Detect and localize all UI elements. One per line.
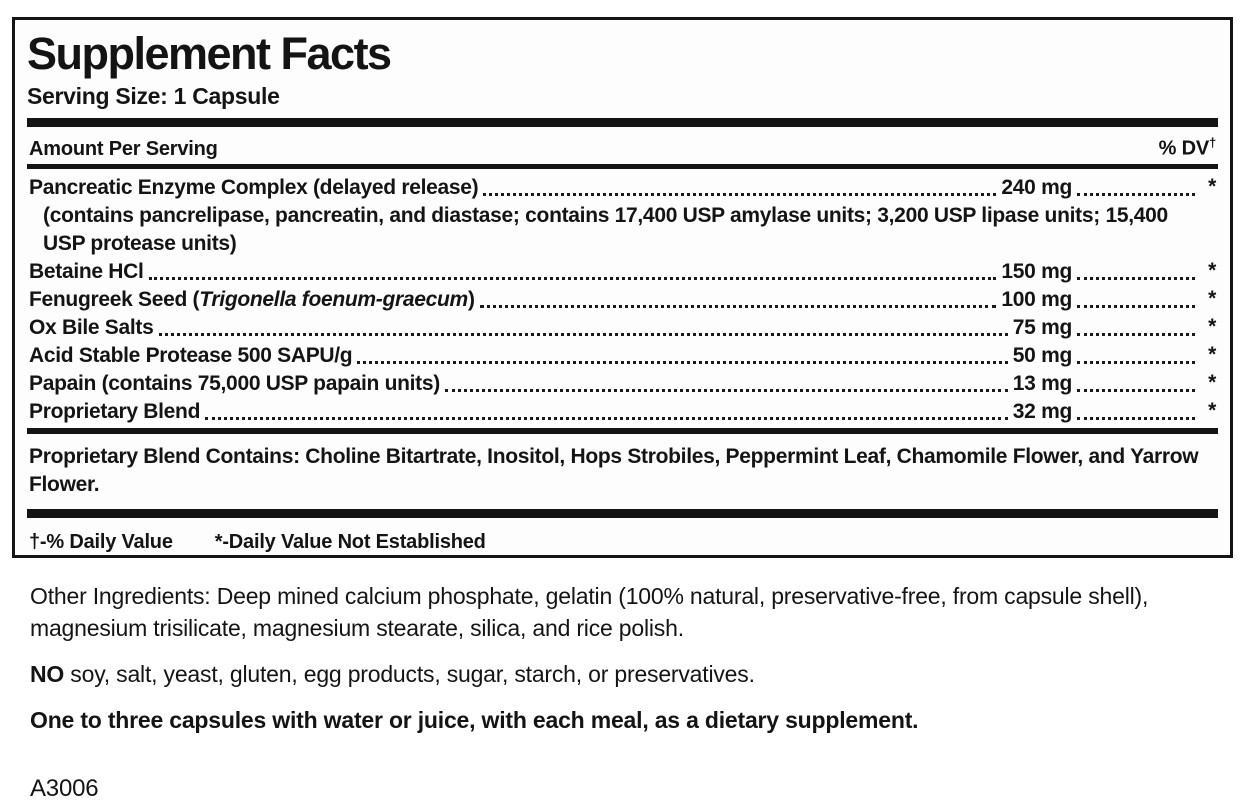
table-row [29,370,1216,398]
dot-leader [1077,361,1195,364]
table-row [29,174,1216,202]
ingredient-amount: 50 mg [1012,343,1072,367]
dv-header: % DV† [1158,135,1216,160]
rule-above-footnotes [27,509,1218,518]
ingredient-name: Proprietary Blend [29,399,201,423]
serving-size: Serving Size: 1 Capsule [27,83,280,109]
latin-name: Trigonella foenum-graecum [199,287,468,311]
ingredient-name: Ox Bile Salts [29,315,154,339]
ingredient-amount: 150 mg [1001,259,1072,283]
ingredient-amount: 100 mg [1001,287,1072,311]
dot-leader [480,305,997,308]
table-row [29,314,1216,342]
dot-leader [1077,305,1195,308]
ingredient-amount: 13 mg [1012,371,1072,395]
column-header-row [27,127,1218,164]
ingredient-dv: * [1208,314,1216,338]
ingredient-rows [27,169,1218,428]
footnotes [27,518,1218,555]
ingredient-name: Betaine HCl [29,259,144,283]
ingredient-name: Pancreatic Enzyme Complex (delayed release) [29,175,479,199]
table-row [29,258,1216,286]
ingredient-amount: 75 mg [1012,315,1072,339]
dot-leader [149,277,997,280]
ingredient-dv: * [1208,398,1216,422]
ingredient-note: (contains pancrelipase, pancreatin, and diastase; contains 17,400 USP amylase units; 3,200 USP lipase units; 15,400 USP protease units) [43,203,1168,255]
rule-thick-top [27,118,1218,127]
product-code: A3006 [30,775,99,800]
table-row [29,342,1216,370]
table-row [29,286,1216,314]
allergen-no: NO [30,661,65,687]
dot-leader [1077,417,1195,420]
table-row [29,398,1216,426]
footnote-dv-not-established: *-Daily Value Not Established [214,530,486,553]
footnote-daily-value: †-% Daily Value [29,530,173,553]
supplement-facts-panel [12,17,1233,558]
dot-leader [1077,333,1195,336]
ingredient-name: Papain (contains 75,000 USP papain units) [29,371,440,395]
ingredient-name: Fenugreek Seed (Trigonella foenum-graecum) [29,287,475,311]
below-panel-text [30,580,1215,800]
dot-leader [1077,277,1195,280]
dv-header-dagger: † [1208,135,1216,150]
amount-per-serving-header: Amount Per Serving [29,137,218,160]
dot-leader [1077,193,1195,196]
other-ingredients: Other Ingredients: Deep mined calcium phosphate, gelatin (100% natural, preservative-free, from capsule shell), magnesium trisilicate, magnesium stearate, silica, and rice polish. [30,583,1149,641]
dot-leader [357,361,1007,364]
ingredient-dv: * [1208,258,1216,282]
dot-leader [159,333,1008,336]
ingredient-dv: * [1208,286,1216,310]
ingredient-dv: * [1208,174,1216,198]
panel-title: Supplement Facts [27,28,391,79]
dot-leader [205,417,1008,420]
ingredient-amount: 32 mg [1012,399,1072,423]
dot-leader [445,389,1008,392]
dot-leader [483,193,996,196]
ingredient-name: Acid Stable Protease 500 SAPU/g [29,343,353,367]
ingredient-dv: * [1208,342,1216,366]
proprietary-blend-note: Proprietary Blend Contains: Choline Bitartrate, Inositol, Hops Strobiles, Peppermint Leaf, Chamomile Flower, and Yarrow Flower. [29,444,1199,496]
directions: One to three capsules with water or juice, with each meal, as a dietary supplement. [30,707,919,733]
allergen-statement: NO soy, salt, yeast, gluten, egg products, sugar, starch, or preservatives. [30,661,755,687]
dot-leader [1077,389,1195,392]
ingredient-amount: 240 mg [1001,175,1072,199]
ingredient-dv: * [1208,370,1216,394]
